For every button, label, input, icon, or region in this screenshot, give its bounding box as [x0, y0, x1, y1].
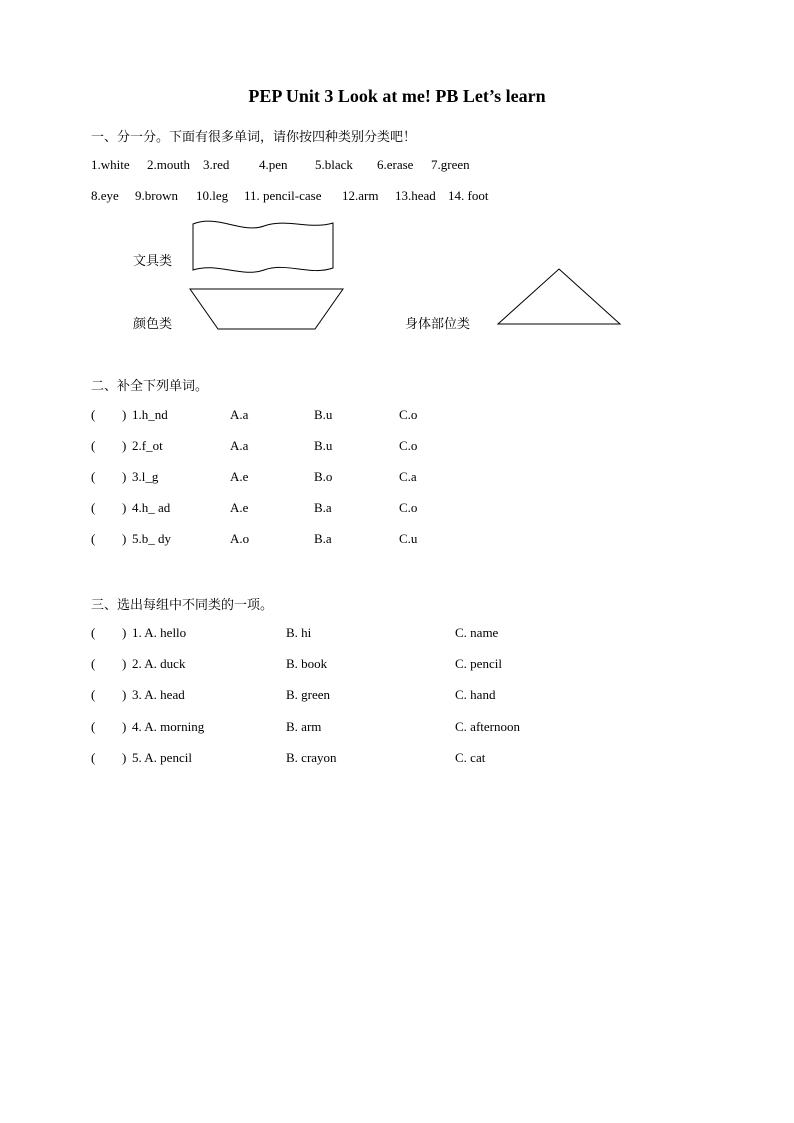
option-b: B.a: [314, 500, 332, 515]
option-c: C.a: [399, 469, 417, 484]
section1-heading: 一、分一分。下面有很多单词，请你按四种类别分类吧！: [91, 130, 417, 145]
trapezoid-shape: [189, 288, 344, 330]
question-word: 2.f_ot: [132, 438, 163, 453]
option-b: B.u: [314, 407, 333, 422]
option-b: B. hi: [286, 625, 312, 640]
option-b: B.a: [314, 531, 332, 546]
section3-heading: 三、选出每组中不同类的一项。: [91, 598, 274, 613]
option-a: A.o: [230, 531, 250, 546]
word-item: 11. pencil-case: [244, 188, 322, 203]
page-title: PEP Unit 3 Look at me! PB Let’s learn: [248, 86, 546, 106]
option-c: C. name: [455, 625, 499, 640]
option-a: 1. A. hello: [132, 625, 187, 640]
option-c: C.o: [399, 438, 418, 453]
option-a: A.a: [230, 407, 249, 422]
option-b: B. green: [286, 687, 331, 702]
question-word: 1.h_nd: [132, 407, 168, 422]
option-c: C. hand: [455, 687, 496, 702]
option-a: 2. A. duck: [132, 656, 186, 671]
stationery-label: 文具类: [133, 254, 173, 269]
option-b: B. arm: [286, 719, 322, 734]
option-c: C.o: [399, 407, 418, 422]
option-c: C. cat: [455, 750, 486, 765]
option-c: C.u: [399, 531, 418, 546]
word-item: 3.red: [203, 157, 230, 172]
word-item: 4.pen: [259, 157, 288, 172]
triangle-shape: [497, 268, 621, 326]
wave-banner-shape: [192, 220, 334, 276]
body-parts-label: 身体部位类: [405, 317, 471, 332]
option-c: C. pencil: [455, 656, 502, 671]
section2-heading: 二、补全下列单词。: [91, 379, 209, 394]
option-b: B. book: [286, 656, 328, 671]
option-a: A.a: [230, 438, 249, 453]
word-item: 8.eye: [91, 188, 119, 203]
option-a: 5. A. pencil: [132, 750, 192, 765]
word-item: 1.white: [91, 157, 130, 172]
word-item: 13.head: [395, 188, 436, 203]
word-item: 6.erase: [377, 157, 414, 172]
option-b: B.o: [314, 469, 333, 484]
word-item: 14. foot: [448, 188, 489, 203]
option-b: B.u: [314, 438, 333, 453]
question-word: 5.b_ dy: [132, 531, 171, 546]
option-a: A.e: [230, 500, 249, 515]
option-c: C.o: [399, 500, 418, 515]
option-b: B. crayon: [286, 750, 337, 765]
word-item: 9.brown: [135, 188, 178, 203]
word-item: 5.black: [315, 157, 353, 172]
word-item: 2.mouth: [147, 157, 190, 172]
word-item: 10.leg: [196, 188, 229, 203]
option-c: C. afternoon: [455, 719, 520, 734]
word-item: 7.green: [431, 157, 470, 172]
question-word: 3.l_g: [132, 469, 159, 484]
colors-label: 颜色类: [133, 317, 173, 332]
word-item: 12.arm: [342, 188, 379, 203]
option-a: 3. A. head: [132, 687, 185, 702]
option-a: 4. A. morning: [132, 719, 205, 734]
option-a: A.e: [230, 469, 249, 484]
question-word: 4.h_ ad: [132, 500, 171, 515]
